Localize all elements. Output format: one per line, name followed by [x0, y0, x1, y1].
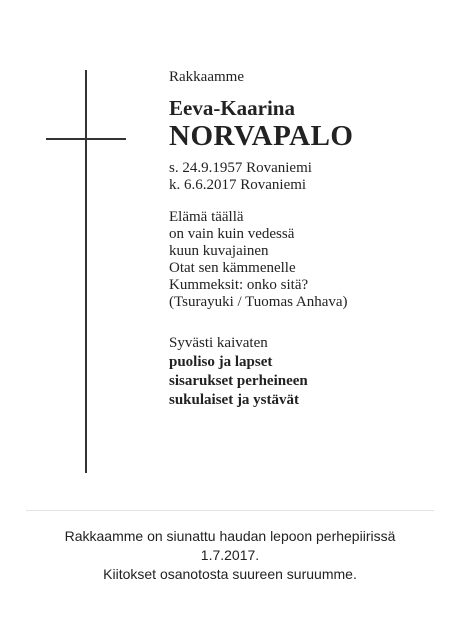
poem-line: kuun kuvajainen — [169, 243, 269, 259]
poem-line: Otat sen kämmenelle — [169, 260, 296, 276]
cross-vertical-bar — [85, 70, 87, 473]
deceased-first-names: Eeva-Kaarina — [169, 96, 295, 120]
mourner-group: puoliso ja lapset — [169, 354, 273, 370]
poem-block — [169, 209, 348, 311]
mourner-group: sukulaiset ja ystävät — [169, 392, 300, 408]
footer-line: Kiitokset osanotosta suureen suruumme. — [103, 566, 357, 582]
footer-line: Rakkaamme on siunattu haudan lepoon perhepiirissä — [64, 528, 396, 544]
footer-text — [20, 527, 440, 584]
cross-horizontal-bar — [46, 138, 126, 140]
death-date: k. 6.6.2017 Rovaniemi — [169, 177, 307, 193]
poem-line: Kummeksit: onko sitä? — [169, 277, 309, 293]
poem-attribution: (Tsurayuki / Tuomas Anhava) — [169, 294, 348, 310]
mourner-group: sisarukset perheineen — [169, 373, 308, 389]
dates-block — [169, 160, 312, 194]
footer-line: 1.7.2017. — [200, 547, 260, 563]
poem-line: Elämä täällä — [169, 209, 244, 225]
poem-line: on vain kuin vedessä — [169, 226, 295, 242]
divider — [26, 510, 434, 511]
mourners-intro: Syvästi kaivaten — [169, 335, 268, 351]
birth-date: s. 24.9.1957 Rovaniemi — [169, 160, 312, 176]
deceased-surname: NORVAPALO — [169, 120, 354, 152]
mourners-block — [169, 334, 308, 410]
intro-text: Rakkaamme — [169, 69, 244, 85]
